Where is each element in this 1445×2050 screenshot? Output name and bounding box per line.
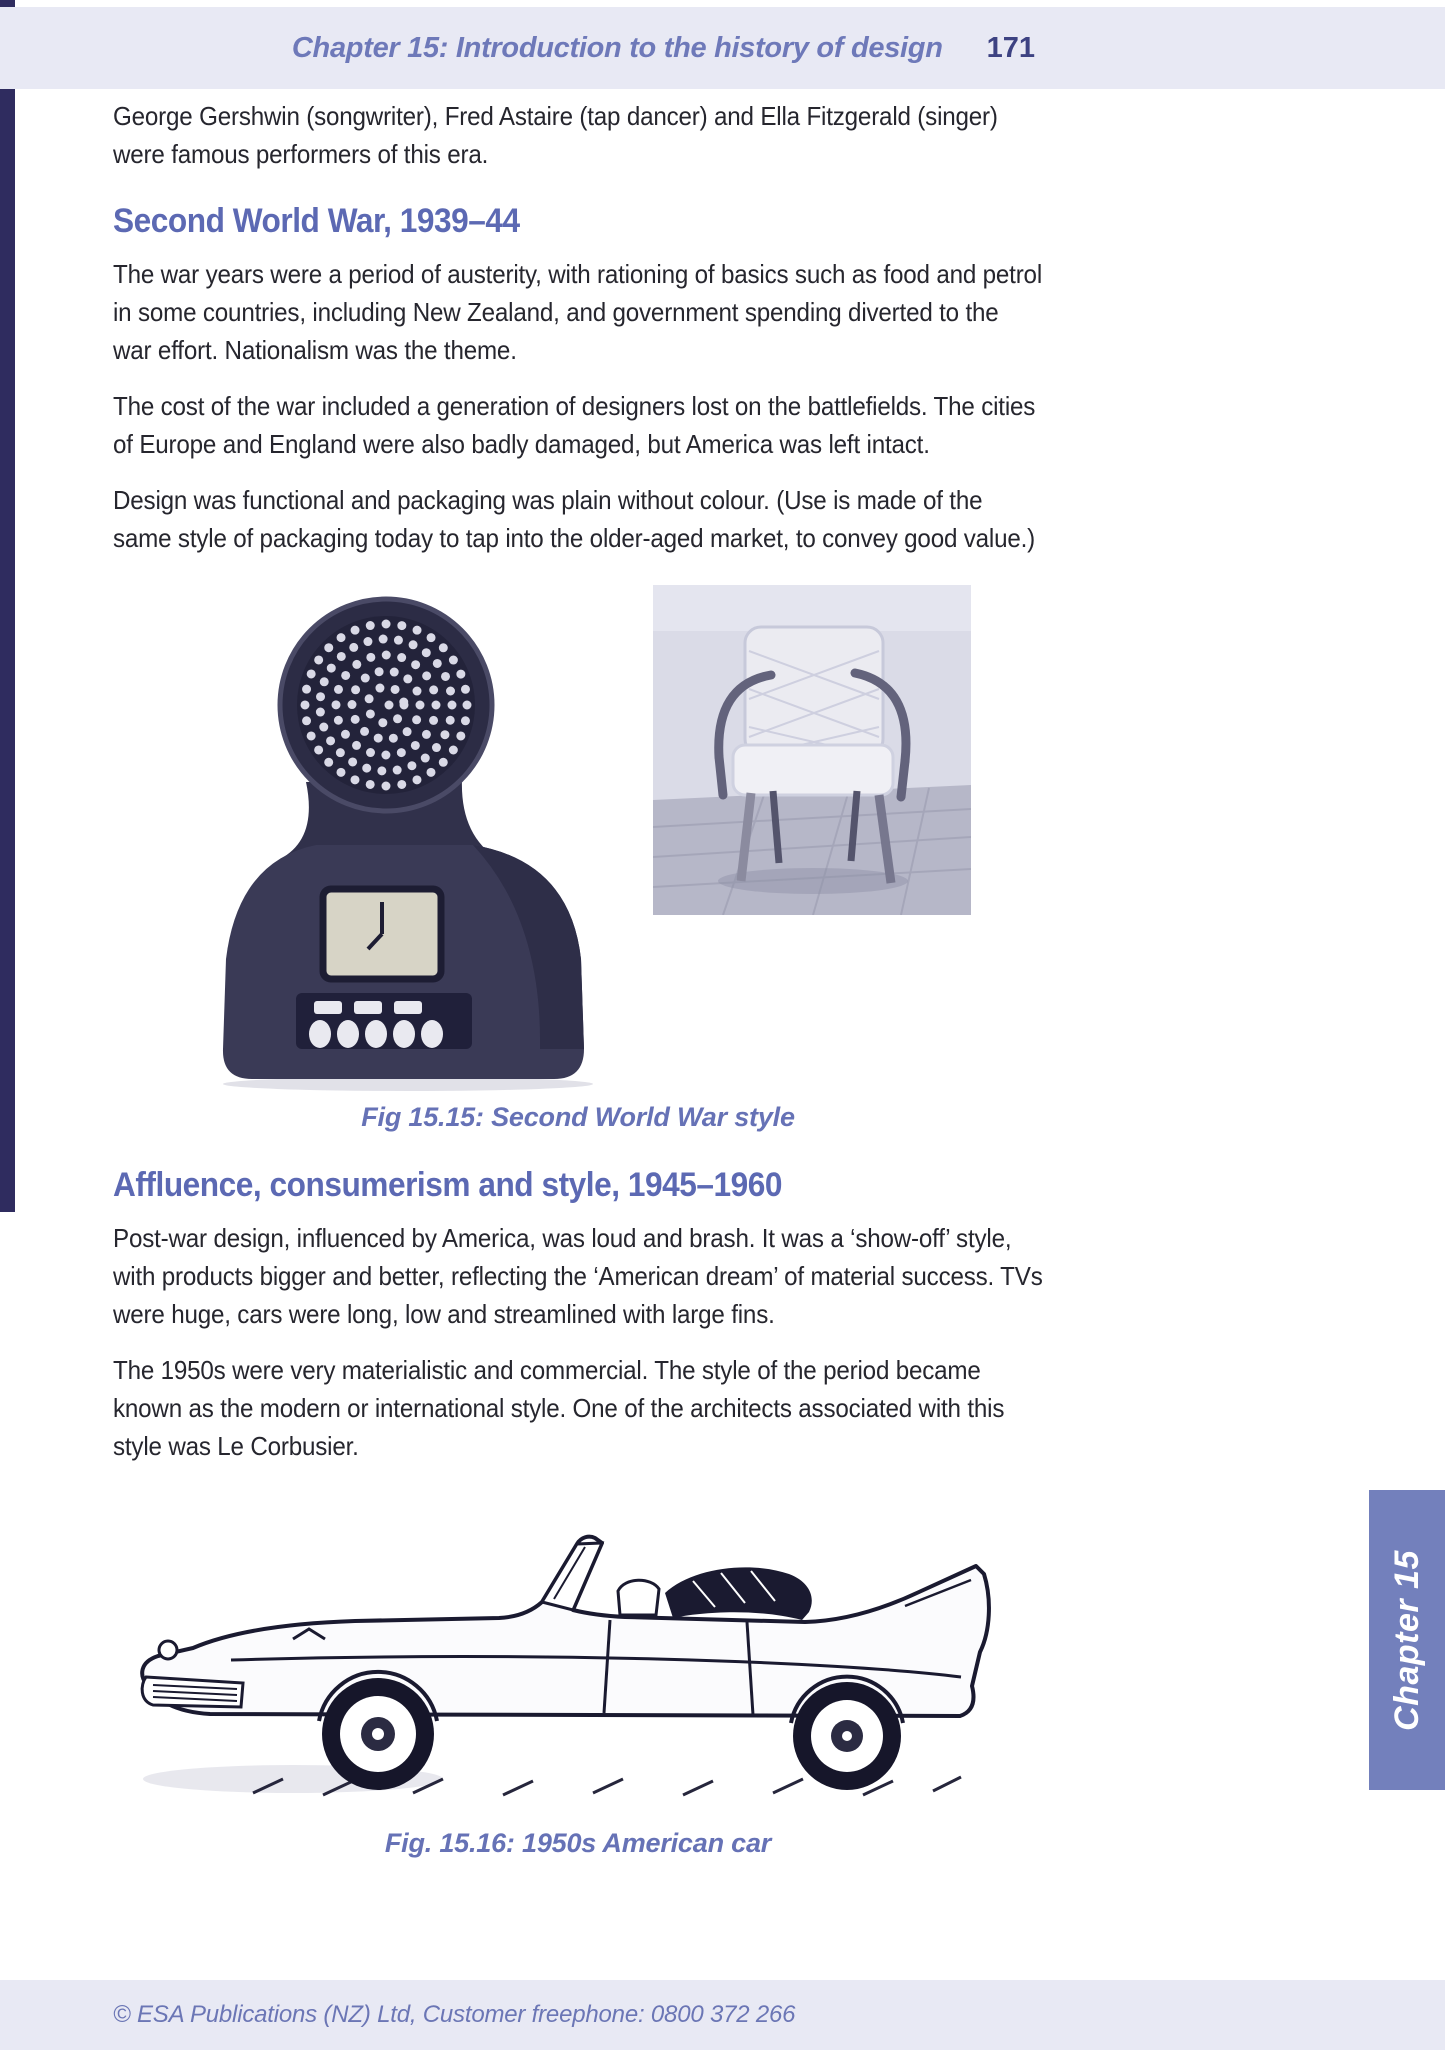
paragraph-1950s-style: The 1950s were very materialistic and commercial. The style of the period became known as the modern or international style. One of the architects associated with this style was Le Corbusier. <box>113 1355 1005 1461</box>
paragraph-cost-of-war: The cost of the war included a generation of designers lost on the battlefields. The cities of Europe and England were also badly damaged, but America was left intact. <box>113 391 1036 459</box>
armchair-image <box>653 585 971 915</box>
paragraph-war-years: The war years were a period of austerity, with rationing of basics such as food and petrol in some countries, including New Zealand, and government spending diverted to the war effort. Nationalism was the theme. <box>113 259 1043 365</box>
chapter-tab <box>1369 1490 1445 1790</box>
figure-caption-1515: Fig 15.15: Second World War style <box>361 1102 795 1132</box>
page-content <box>113 97 1043 1863</box>
paragraph-functional-design: Design was functional and packaging was plain without colour. (Use is made of the same style of packaging today to tap into the older-aged market, to convey good value.) <box>113 485 1036 553</box>
seat-back <box>618 1580 659 1615</box>
figure-second-world-war-style <box>113 577 1043 1137</box>
chair-seat-cushion <box>733 745 893 795</box>
publisher-imprint: © ESA Publications (NZ) Ltd, Customer freephone: 0800 372 266 <box>113 2001 796 2028</box>
american-car-illustration <box>113 1479 1013 1809</box>
rear-wheel <box>793 1682 901 1790</box>
figure-american-car <box>113 1479 1043 1863</box>
radio-shadow <box>223 1077 593 1091</box>
page-number: 171 <box>986 31 1035 64</box>
photo-wall <box>653 585 971 631</box>
page-header <box>0 7 1445 89</box>
windshield <box>542 1543 602 1610</box>
page-footer <box>0 1980 1445 2050</box>
front-wheel <box>322 1678 434 1790</box>
figure-caption-1516: Fig. 15.16: 1950s American car <box>384 1828 772 1858</box>
section-heading-second-world-war: Second World War, 1939–44 <box>113 202 520 240</box>
wartime-radio-image <box>168 587 638 1092</box>
headlight <box>159 1641 177 1659</box>
left-edge-bar <box>0 0 15 1212</box>
intro-paragraph: George Gershwin (songwriter), Fred Astaire (tap dancer) and Ella Fitzgerald (singer) were famous performers of this era. <box>113 101 998 169</box>
paragraph-postwar-design: Post-war design, influenced by America, was loud and brash. It was a ‘show-off’ style, with products bigger and better, reflecting the ‘American dream’ of material success. TVs were huge, cars were long, low and streamlined with large fins. <box>113 1223 1043 1329</box>
section-heading-affluence: Affluence, consumerism and style, 1945–1960 <box>113 1166 782 1204</box>
chair-back-cushion <box>745 627 883 755</box>
running-header-title: Chapter 15: Introduction to the history of design <box>291 31 943 64</box>
photo-floor <box>653 785 971 915</box>
chapter-tab-label: Chapter 15 <box>1387 1549 1426 1731</box>
